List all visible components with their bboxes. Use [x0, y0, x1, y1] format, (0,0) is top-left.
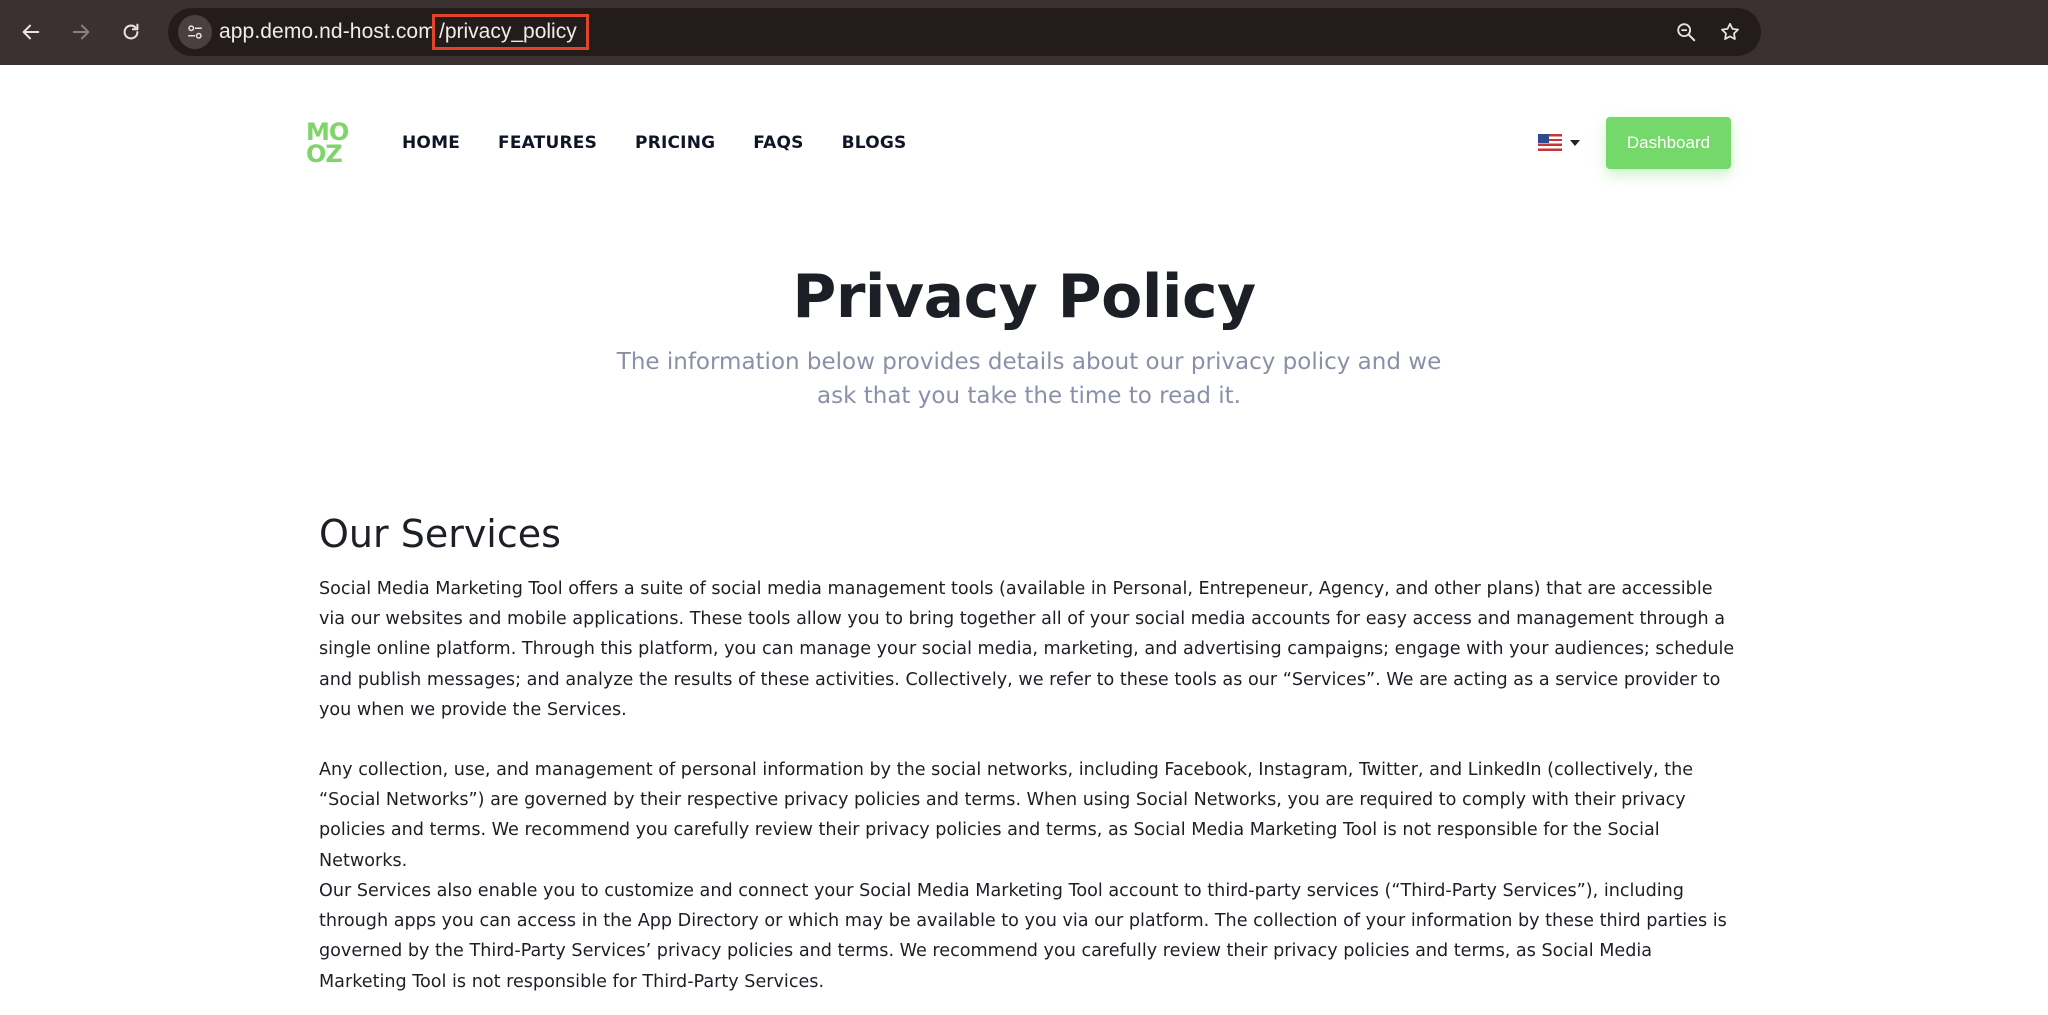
paragraph: Social Media Marketing Tool offers a suite of social media management tools (available in Personal, Entrepeneur, Agency, and other plans) that are accessible via our websites and mobile applications. These tools allow you to bring together all of your social media accounts for easy access and management through a single online platform. Through this platform, you can manage your social media, marketing, and advertising campaigns; engage with your audiences; schedule and publish messages; and analyze the results of these activities. Collectively, we refer to these tools as our “Services”. We are acting as a service provider to you when we provide the Services.: [319, 579, 1735, 720]
back-button[interactable]: [13, 14, 49, 50]
tune-icon: [186, 23, 204, 41]
caret-down-icon: [1570, 140, 1580, 146]
url-host: app.demo.nd-host.com: [219, 20, 436, 43]
paragraph: Any collection, use, and management of personal information by the social networks, including Facebook, Instagram, Twitter, and LinkedIn (collectively, the “Social Networks”) are governed by their respective privacy policies and terms. When using Social Networks, you are required to comply with their privacy policies and terms. We recommend you carefully review their privacy policies and terms, as Social Media Marketing Tool is not responsible for the Social Networks.: [319, 760, 1694, 871]
site-logo[interactable]: [306, 118, 356, 171]
paragraph: Our Services also enable you to customize and connect your Social Media Marketing Tool account to third-party services (“Third-Party Services”), including through apps you can access in the App Directory or which may be available to you via our platform. The collection of your information by these third parties is governed by the Third-Party Services’ privacy policies and terms. We recommend you carefully review their privacy policies and terms, as Social Media Marketing Tool is not responsible for Third-Party Services.: [319, 881, 1727, 992]
browser-toolbar: [0, 0, 2048, 65]
menu-item-faqs[interactable]: FAQS: [753, 133, 804, 153]
zoom-out-icon: [1675, 21, 1697, 43]
page-title: Privacy Policy: [792, 262, 1256, 332]
star-icon: [1719, 21, 1741, 43]
address-bar[interactable]: [168, 8, 1761, 56]
page-subtitle: The information below provides details about our privacy policy and we ask that you take the time to read it.: [616, 349, 1442, 409]
forward-button[interactable]: [63, 14, 99, 50]
us-flag-icon: [1538, 134, 1562, 151]
main-menu: [402, 133, 944, 153]
site-info-button[interactable]: [178, 15, 212, 49]
menu-item-blogs[interactable]: BLOGS: [841, 133, 907, 153]
bookmark-button[interactable]: [1714, 16, 1746, 48]
menu-item-features[interactable]: FEATURES: [498, 133, 598, 153]
reload-icon: [120, 21, 142, 43]
zoom-button[interactable]: [1670, 16, 1702, 48]
logo-text-top: MO: [306, 118, 349, 146]
url-path-highlighted: /privacy_policy: [432, 14, 589, 50]
forward-arrow-icon: [70, 21, 92, 43]
menu-item-home[interactable]: HOME: [402, 133, 461, 153]
logo-text-bottom: OZ: [306, 140, 342, 168]
menu-item-pricing[interactable]: PRICING: [635, 133, 716, 153]
reload-button[interactable]: [113, 14, 149, 50]
language-selector[interactable]: [1538, 134, 1580, 151]
dashboard-button[interactable]: Dashboard: [1606, 117, 1731, 169]
section-title: Our Services: [319, 512, 561, 556]
back-arrow-icon: [20, 21, 42, 43]
